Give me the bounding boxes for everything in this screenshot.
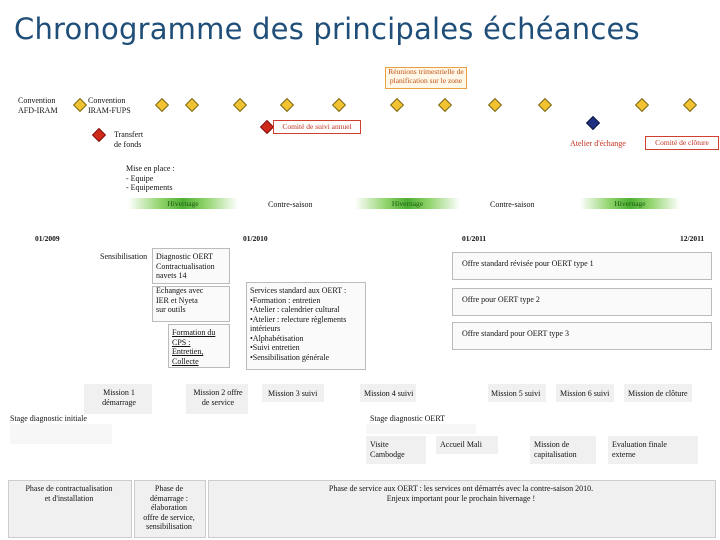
mission-1-label: Mission 1 démarrage <box>102 388 136 407</box>
phase-3-label: Phase de service aux OERT : les services ont démarrés avec la contre-saison 2010. Enjeux important pour le prochain hivernage ! <box>328 484 594 503</box>
date-2011-12: 12/2011 <box>680 234 705 243</box>
stage-oert-area <box>366 424 476 434</box>
comite-suivi-box: Comité de suivi annuel <box>273 120 361 134</box>
mission-4-label: Mission 4 suivi <box>364 389 414 398</box>
visite-cambodge-label: Visite Cambodge <box>370 440 405 459</box>
atelier-echange-label: Atelier d'échange <box>570 139 626 148</box>
milestone-diamond <box>155 98 169 112</box>
mission-3-label: Mission 3 suivi <box>268 389 318 398</box>
phase-1-label: Phase de contractualisation et d'installation <box>25 484 113 503</box>
formation-label: Formation du CPS : Entretien, Collecte <box>172 328 216 366</box>
hivernage-bar-1: Hivernage <box>128 198 238 209</box>
services-label: Services standard aux OERT : •Formation : entretien •Atelier : calendrier cultural •Atelier : relecture règlements intérieurs •Alphabétisation •Suivi entretien •Sensibilisation générale <box>250 286 347 362</box>
offre-type3-label: Offre standard pour OERT type 3 <box>462 329 569 338</box>
milestone-diamond <box>538 98 552 112</box>
hivernage-bar-2: Hivernage <box>355 198 460 209</box>
contre-saison-label-2: Contre-saison <box>490 200 535 209</box>
milestone-diamond <box>635 98 649 112</box>
convention-afd-iram-label: Convention AFD-IRAM <box>18 96 58 115</box>
milestone-diamond-red <box>260 120 274 134</box>
comite-cloture-box: Comité de clôture <box>645 136 719 150</box>
stage-initial-area <box>10 424 112 444</box>
accueil-mali-label: Accueil Mali <box>440 440 482 449</box>
milestone-diamond-red <box>92 128 106 142</box>
milestone-diamond <box>390 98 404 112</box>
convention-iram-fups-label: Convention IRAM-FUPS <box>88 96 131 115</box>
milestone-diamond <box>683 98 697 112</box>
mission-5-label: Mission 5 suivi <box>491 389 541 398</box>
transfert-label: Transfert de fonds <box>114 130 144 149</box>
reunions-trimestrielles-box: Réunions trimestrielle de planification sur le zone <box>385 67 467 89</box>
date-2011: 01/2011 <box>462 234 487 243</box>
mise-en-place-label: Mise en place : - Equipe - Equipements <box>126 164 175 192</box>
contre-saison-label-1: Contre-saison <box>268 200 313 209</box>
milestone-diamond <box>438 98 452 112</box>
date-2010: 01/2010 <box>243 234 268 243</box>
sensibilisation-label: Sensibilisation <box>100 252 148 261</box>
milestone-diamond <box>185 98 199 112</box>
mission-2-label: Mission 2 offre de service <box>193 388 243 407</box>
phase-2-label: Phase de démarrage : élaboration offre de service, sensibilisation <box>143 484 195 531</box>
capitalisation-label: Mission de capitalisation <box>534 440 577 459</box>
milestone-diamond <box>488 98 502 112</box>
milestone-diamond <box>332 98 346 112</box>
milestone-diamond-blue <box>586 116 600 130</box>
offre-type2-label: Offre pour OERT type 2 <box>462 295 540 304</box>
milestone-diamond <box>280 98 294 112</box>
date-2009: 01/2009 <box>35 234 60 243</box>
page-title: Chronogramme des principales échéances <box>14 12 640 46</box>
mission-6-label: Mission 6 suivi <box>560 389 610 398</box>
mission-cloture-label: Mission de clôture <box>628 389 688 398</box>
hivernage-bar-3: Hivernage <box>580 198 680 209</box>
evaluation-label: Evaluation finale externe <box>612 440 667 459</box>
offre-revisee-label: Offre standard révisée pour OERT type 1 <box>462 259 594 268</box>
milestone-diamond <box>233 98 247 112</box>
stage-oert-label: Stage diagnostic OERT <box>370 414 446 423</box>
stage-initial-label: Stage diagnostic initiale <box>10 414 87 423</box>
milestone-diamond <box>73 98 87 112</box>
diagnostic-label: Diagnostic OERT Contractualisation navets 14 <box>156 252 215 280</box>
echanges-label: Echanges avec IER et Nyeta sur outils <box>156 286 204 314</box>
